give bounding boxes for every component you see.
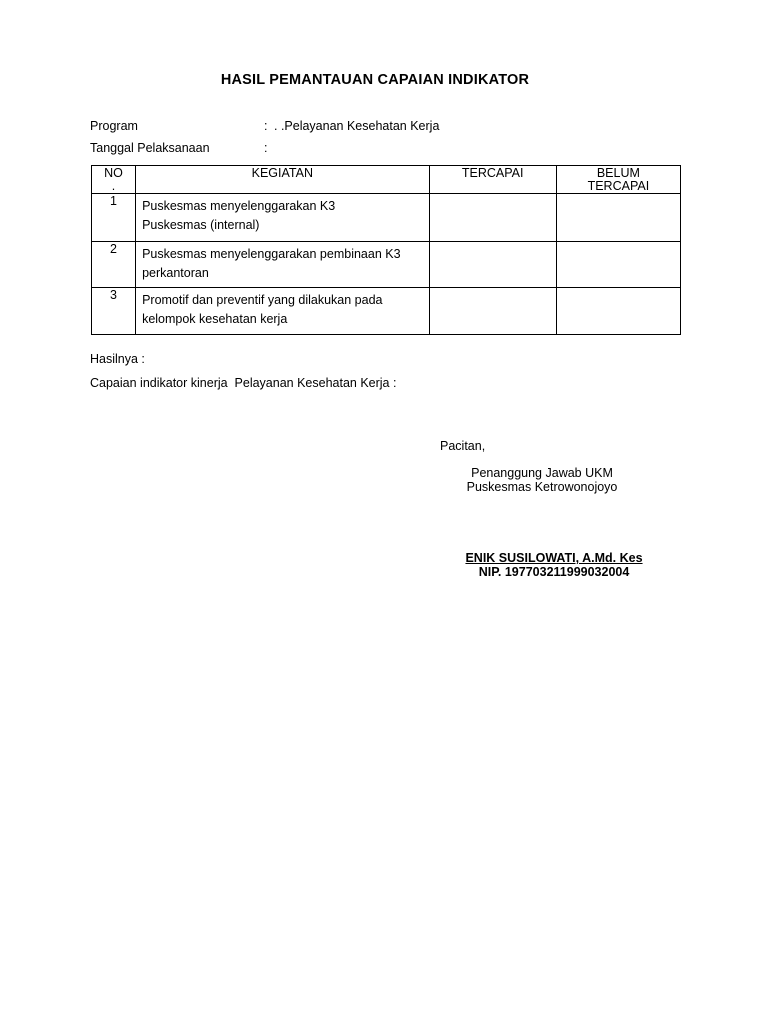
program-label: Program [90, 119, 138, 133]
signature-role-line1: Penanggung Jawab UKM [471, 466, 613, 480]
table-row [92, 194, 681, 242]
row-belum-tercapai [556, 194, 680, 242]
header-kegiatan: KEGIATAN [136, 166, 429, 194]
row-kegiatan [136, 242, 429, 288]
table-row [92, 242, 681, 288]
row-kegiatan [136, 288, 429, 335]
kegiatan-line1: Puskesmas menyelenggarakan pembinaan K3 [142, 247, 401, 261]
header-belum-line1: BELUM [596, 166, 640, 180]
table-header-row [92, 166, 681, 194]
header-no-line2: . [111, 179, 116, 193]
header-belum-tercapai [556, 166, 680, 194]
row-tercapai [429, 194, 556, 242]
header-tercapai: TERCAPAI [429, 166, 556, 194]
row-belum-tercapai [556, 242, 680, 288]
table-row [92, 288, 681, 335]
kegiatan-line2: perkantoran [142, 266, 209, 280]
hasil-label: Hasilnya : [90, 352, 145, 366]
signatory-nip: NIP. 197703211999032004 [478, 565, 630, 579]
header-no-line1: NO [104, 166, 123, 180]
indicator-table [91, 165, 681, 335]
kegiatan-line2: kelompok kesehatan kerja [142, 312, 288, 326]
row-kegiatan [136, 194, 429, 242]
program-value: . .Pelayanan Kesehatan Kerja [274, 119, 440, 133]
header-no [92, 166, 136, 194]
row-tercapai [429, 242, 556, 288]
row-belum-tercapai [556, 288, 680, 335]
tanggal-separator: : [264, 141, 268, 155]
document-title: HASIL PEMANTAUAN CAPAIAN INDIKATOR [220, 72, 530, 88]
signature-role-line2: Puskesmas Ketrowonojoyo [466, 480, 618, 494]
signatory-name: ENIK SUSILOWATI, A.Md. Kes [465, 551, 643, 565]
kegiatan-line2: Puskesmas (internal) [142, 218, 260, 232]
header-belum-line2: TERCAPAI [587, 179, 650, 193]
kegiatan-line1: Promotif dan preventif yang dilakukan pada [142, 293, 383, 307]
tanggal-label: Tanggal Pelaksanaan [90, 141, 210, 155]
row-no: 3 [92, 288, 136, 335]
capaian-label: Capaian indikator kinerja Pelayanan Kesehatan Kerja : [90, 376, 397, 390]
row-tercapai [429, 288, 556, 335]
row-no: 1 [92, 194, 136, 242]
program-separator: : [264, 119, 268, 133]
signature-place: Pacitan, [440, 439, 486, 453]
signature-role [440, 466, 644, 494]
kegiatan-line1: Puskesmas menyelenggarakan K3 [142, 199, 336, 213]
row-no: 2 [92, 242, 136, 288]
